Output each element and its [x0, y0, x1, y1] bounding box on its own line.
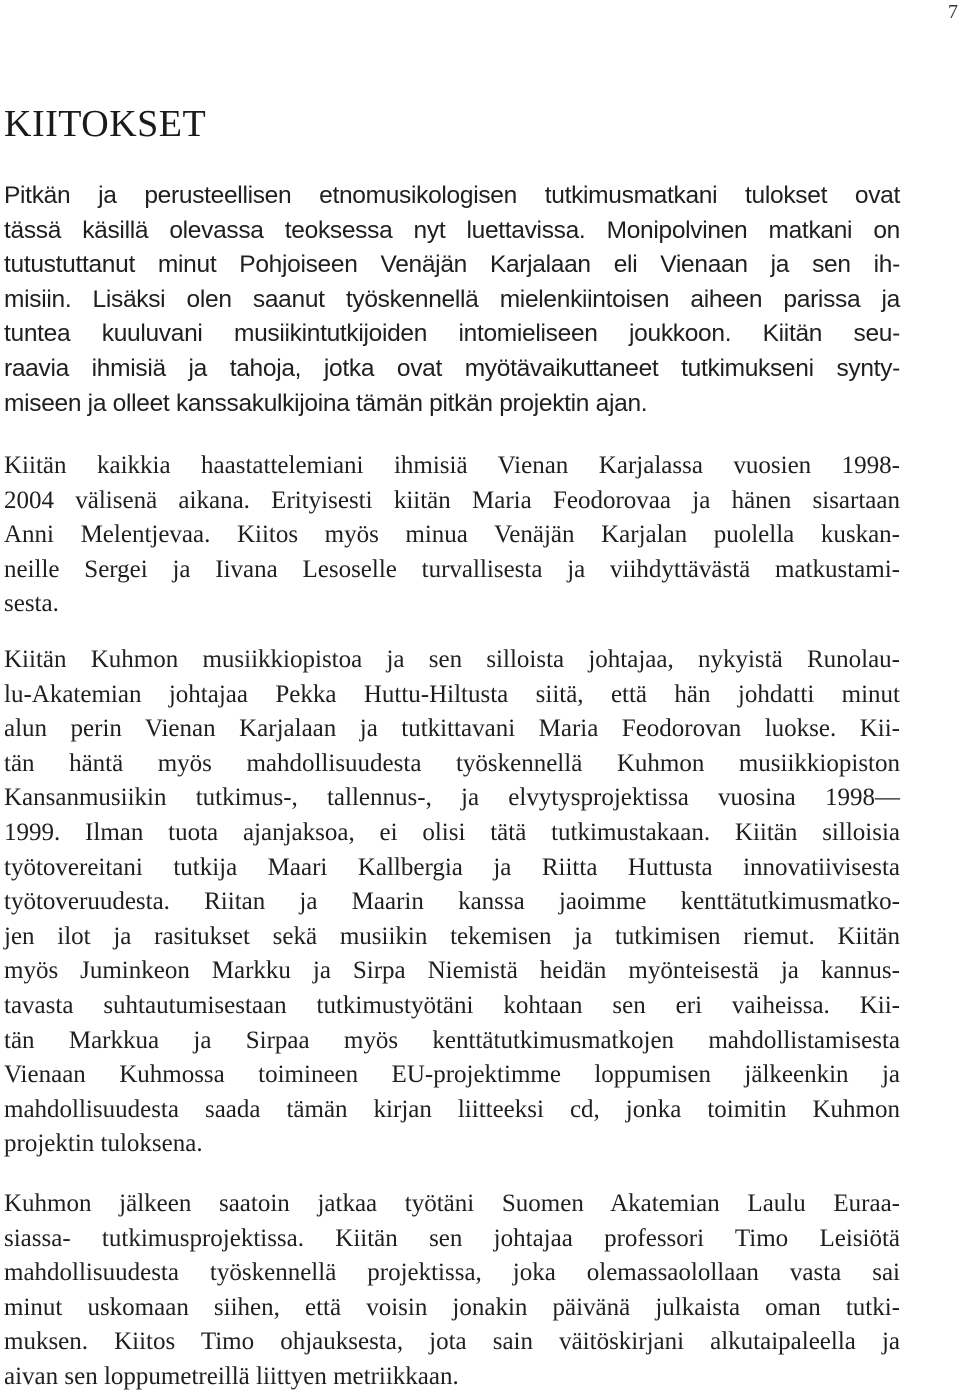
paragraph-2 [4, 449, 900, 622]
paragraph-line: tässä käsillä olevassa teoksessa nyt luettavissa. Monipolvinen matkani on [4, 216, 900, 244]
paragraph-line: mahdollisuudesta työskennellä projektissa, joka olemassaolollaan vasta sai [4, 1259, 900, 1287]
paragraph-4 [4, 1187, 900, 1395]
paragraph-line: raavia ihmisiä ja tahoja, jotka ovat myötävaikuttaneet tutkimukseni synty- [4, 354, 900, 382]
paragraph-line: tän häntä myös mahdollisuudesta työskennellä Kuhmon musiikkiopiston [4, 749, 900, 777]
page-title: KIITOKSET [4, 103, 207, 145]
paragraph-line: myös Juminkeon Markku ja Sirpa Niemistä heidän myönteisestä ja kannus- [4, 957, 900, 985]
paragraph-line: 2004 välisenä aikana. Erityisesti kiitän Maria Feodorovaa ja hänen sisartaan [4, 486, 900, 514]
paragraph-line: tavasta suhtautumisestaan tutkimustyötäni kohtaan sen eri vaiheissa. Kii- [4, 991, 900, 1019]
paragraph-line: tän Markkua ja Sirpaa myös kenttätutkimusmatkojen mahdollistamisesta [4, 1026, 900, 1054]
paragraph-line: alun perin Vienan Karjalaan ja tutkittavani Maria Feodorovan luokse. Kii- [4, 715, 900, 743]
paragraph-line: Kuhmon jälkeen saatoin jatkaa työtäni Suomen Akatemian Laulu Euraa- [4, 1190, 900, 1217]
paragraph-line: misiin. Lisäksi olen saanut työskennellä mielenkiintoisen aiheen parissa ja [4, 285, 900, 313]
paragraph-line: tutustuttanut minut Pohjoiseen Venäjän Karjalaan eli Vienaan ja sen ih- [4, 251, 900, 279]
paragraph-line: miseen ja olleet kanssakulkijoina tämän pitkän projektin ajan. [4, 389, 648, 417]
paragraph-line: tuntea kuuluvani musiikintutkijoiden intomieliseen joukkoon. Kiitän seu- [4, 320, 900, 348]
paragraph-line: sesta. [4, 590, 59, 618]
paragraph-3 [4, 643, 900, 1162]
paragraph-line: neille Sergei ja Iivana Lesoselle turvallisesta ja viihdyttävästä matkustami- [4, 555, 900, 583]
paragraph-line: siassa- tutkimusprojektissa. Kiitän sen johtajaa professori Timo Leisiötä [4, 1224, 900, 1252]
paragraph-line: muksen. Kiitos Timo ohjauksesta, jota sain väitöskirjani alkutaipaleella ja [4, 1328, 900, 1356]
paragraph-line: 1999. Ilman tuota ajanjaksoa, ei olisi tätä tutkimustakaan. Kiitän silloisia [4, 818, 900, 846]
paragraph-line: työtovereitani tutkija Maari Kallbergia ja Riitta Huttusta innovatiivisesta [4, 853, 900, 881]
paragraph-line: aivan sen loppumetreillä liittyen metriikkaan. [4, 1362, 459, 1390]
paragraph-line: Vienaan Kuhmossa toimineen EU-projektimme loppumisen jälkeenkin ja [4, 1061, 900, 1089]
paragraph-line: projektin tuloksena. [4, 1130, 203, 1158]
paragraph-1 [4, 179, 900, 421]
paragraph-line: jen ilot ja rasitukset sekä musiikin tekemisen ja tutkimisen riemut. Kiitän [4, 922, 900, 950]
paragraph-line: minut uskomaan siihen, että voisin jonakin päivänä julkaista oman tutki- [4, 1293, 900, 1321]
paragraph-line: lu-Akatemian johtajaa Pekka Huttu-Hiltusta siitä, että hän johdatti minut [4, 680, 900, 708]
paragraph-line: Kiitän kaikkia haastattelemiani ihmisiä Vienan Karjalassa vuosien 1998- [4, 452, 900, 479]
paragraph-line: Pitkän ja perusteellisen etnomusikologisen tutkimusmatkani tulokset ovat [4, 182, 900, 209]
page-number: 7 [948, 1, 958, 23]
paragraph-line: Kiitän Kuhmon musiikkiopistoa ja sen silloista johtajaa, nykyistä Runolau- [4, 646, 900, 673]
paragraph-line: mahdollisuudesta saada tämän kirjan liitteeksi cd, jonka toimitin Kuhmon [4, 1095, 900, 1123]
paragraph-line: Anni Melentjevaa. Kiitos myös minua Venäjän Karjalan puolella kuskan- [4, 521, 900, 549]
paragraph-line: työtoveruudesta. Riitan ja Maarin kanssa jaoimme kenttätutkimusmatko- [4, 888, 900, 916]
paragraph-line: Kansanmusiikin tutkimus-, tallennus-, ja elvytysprojektissa vuosina 1998— [4, 784, 900, 812]
